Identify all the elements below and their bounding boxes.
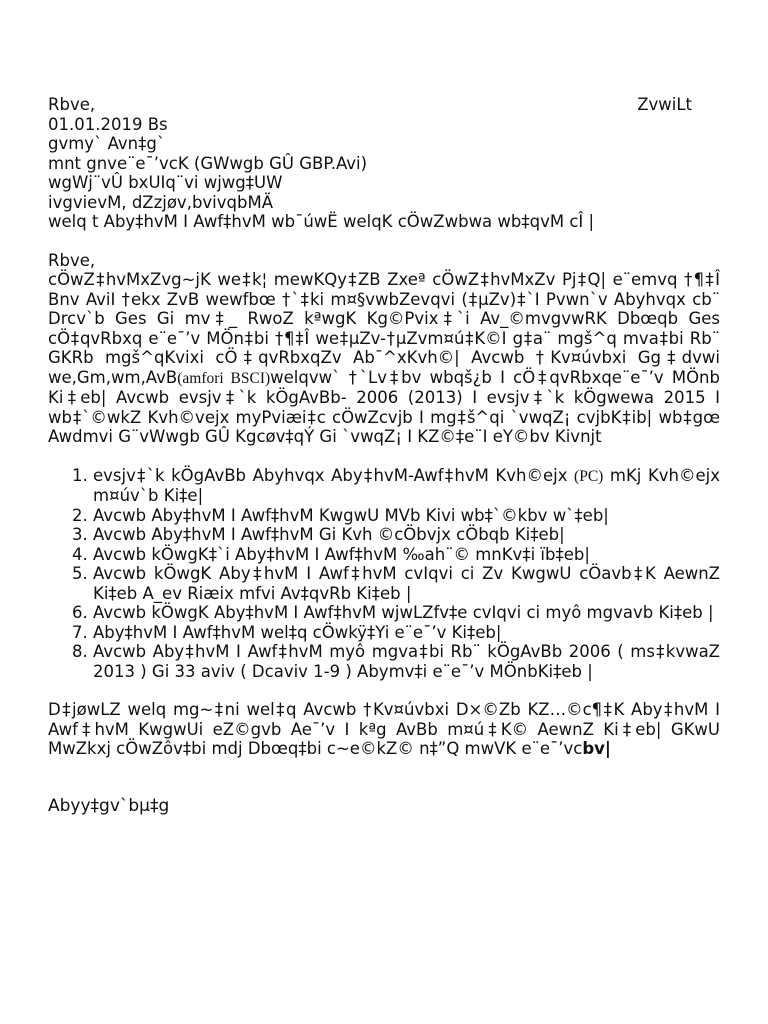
body-p1-text-a: cÖwZ‡hvMxZvg~jK we‡k¦ mewKQy‡ZB Zxeª cÖwZ‡hvMxZv Pj‡Q| e¨emvq †¶‡Î Bnv AviI †ekx ZvB wewfbœ †`‡ki m¤§vwbZevqvi (‡µZv)‡`I Pvwn`v Abyhvqx cb¨ Drcv`b Ges Gi mv‡_ RwoZ kªwgK Kg©Pvix‡`i Av_©mvgvwRK Dbœqb Ges cÖ‡qvRbxq e¨e¯’v MÖn‡bi †¶‡Î we‡µZv-†µZvm¤ú‡K©I g‡a¨ mgš^q mva‡bi Rb¨ GKRb mgš^qKvixi cÖ‡qvRbxqZv Ab¯^xKvh©| Avcwb †Kv¤úvbxi Gg‡dvwi we,Gm,wm,AvB [48, 270, 720, 387]
letter-header [48, 95, 720, 115]
body-p1-serif-text: (amfori BSCI) [177, 369, 271, 387]
list-item-text: evsjv‡`k kÖgAvBb Abyhvqx Aby‡hvM-Awf‡hvM Kvh©ejx [93, 465, 575, 485]
list-item-text: Avcwb kÖwgK Aby‡hvM I Awf‡hvM cvIqvi ci Zv KwgwU cÖavb‡K AewnZ Ki‡eb A_ev Riæix mfvi Av‡qvRb Ki‡eb | [93, 564, 720, 603]
recipient-line-4: ivgvievM, dZzjøv,bvivqbMÄ [48, 192, 273, 212]
list-item-text: Avcwb kÖwgK‡`i Aby‡hvM I Awf‡hvM ‰ah¨© mnKv‡i ïb‡eb| [93, 544, 590, 564]
list-item [93, 545, 720, 565]
letter-salutation: Rbve, [48, 250, 96, 270]
list-item-text-tail: mKj Kvh©ejx m¤úv`b Ki‡e| [93, 465, 720, 505]
closing-text: D‡jøwLZ welq mg~‡ni wel‡q Avcwb †Kv¤úvbxi D×©Zb KZ…©c¶‡K Aby‡hvM I Awf‡hvM KwgwUi eZ©gvb Ae¯’v I kªg AvBb m¤ú‡K© AewnZ Ki‡eb| GKwU MwZkxj cÖwZôv‡bi mdj Dbœq‡bi c~e©kZ© n‡”Q mwVK e¨e¯’vc [48, 700, 720, 758]
salutation-top: Rbve, [48, 95, 96, 114]
closing-paragraph [48, 700, 720, 759]
recipient-line-1: gvmy` Avn‡g` [48, 134, 166, 153]
list-item-text: Avcwb Aby‡hvM I Awf‡hvM KwgwU MVb Kivi wb‡`©kbv w`‡eb| [93, 505, 609, 525]
signature-line: Abyy‡gv`bµ‡g [48, 795, 170, 816]
recipient-line-2: mnt gnve¨e¯’vcK (GWwgb GÛ GBP.Avi) [48, 153, 368, 173]
body-paragraph-1 [48, 270, 720, 447]
list-item [93, 564, 720, 603]
list-item-text: Aby‡hvM I Awf‡hvM wel‡q cÖwkÿ‡Yi e¨e¯’v Ki‡eb| [93, 622, 502, 642]
list-item [93, 623, 720, 643]
list-item [93, 603, 720, 623]
duties-list [48, 466, 720, 682]
closing-bold-text: bv| [582, 739, 611, 758]
letter-page [48, 95, 720, 816]
letter-date: 01.01.2019 Bs [48, 114, 168, 134]
recipient-line-3: wgWj¨vÛ bxUIq¨vi wjwg‡UW [48, 173, 283, 192]
list-item [93, 466, 720, 506]
header-right-label: ZvwiLt [637, 95, 692, 114]
list-item [93, 525, 720, 545]
list-item [93, 642, 720, 681]
list-item-text: Avcwb Aby‡hvM I Awf‡hvM Gi Kvh ©cÖbvjx cÖbqb Ki‡eb| [93, 525, 565, 544]
letter-subject: welq t Aby‡hvM I Awf‡hvM wb¯úwË welqK cÖwZwbwa wb‡qvM cÎ | [48, 212, 595, 231]
list-item-text: Avcwb kÖwgK Aby‡hvM I Awf‡hvM wjwLZfv‡e cvIqvi ci myô mgvavb Ki‡eb | [93, 603, 714, 622]
body-p1-text-b: welqvw` †`Lv‡bv wbqš¿b I cÖ‡qvRbxqe¨e¯’v MÖnb Ki‡eb| Avcwb evsjv‡`k kÖgAvBb- 2006 (2013) I evsjv‡`k kÖgwewa 2015 I wb‡`©wkZ Kvh©vejx myPviæi‡c cÖwZcvjb I mg‡š^qi `vwqZ¡ cvjbK‡ib| wb‡gœ Awdmvi G¨vWwgb GÛ Kgcøv‡qÝ Gi `vwqZ¡ I KZ©‡e¨I eY©bv Kivnjt [48, 367, 720, 446]
list-item [93, 506, 720, 526]
list-item-text: Avcwb Aby‡hvM I Awf‡hvM myô mgva‡bi Rb¨ kÖgAvBb 2006 ( ms‡kvwaZ 2013 ) Gi 33 aviv ( Dcaviv 1-9 ) Abymv‡i e¨e¯’v MÖnbKi‡eb | [93, 642, 720, 681]
list-item-serif-text: (PC) [574, 467, 604, 485]
